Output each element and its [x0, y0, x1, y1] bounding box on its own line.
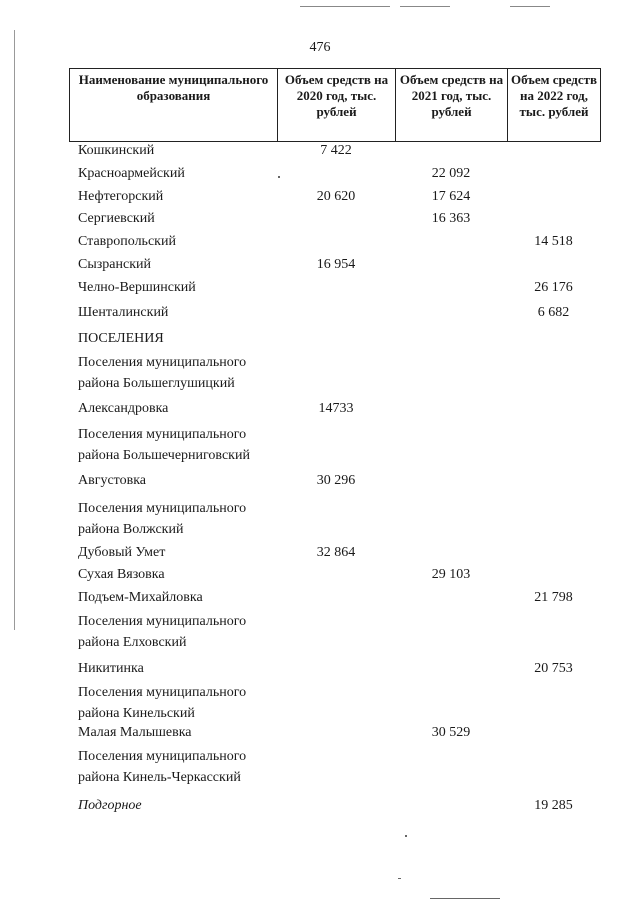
column-header-2021: Объем средств на 2021 год, тыс. рублей	[396, 69, 508, 142]
row-name: Малая Малышевка	[78, 725, 192, 740]
column-header-name: Наименование муниципального образования	[70, 69, 278, 142]
row-name: Никитинка	[78, 661, 144, 676]
value-2021: 30 529	[431, 725, 471, 740]
row-name: Поселения муниципального района Кинельский	[78, 685, 247, 721]
row-name: Нефтегорский	[78, 189, 164, 204]
row-name: Поселения муниципального района Волжский	[78, 501, 247, 537]
row-name: Шенталинский	[78, 305, 169, 320]
row-name: Поселения муниципального района Кинель-Черкасский	[78, 749, 247, 785]
value-2020: 14733	[318, 401, 354, 416]
value-2022: 19 285	[534, 798, 573, 813]
value-2022: 14 518	[534, 234, 573, 249]
value-2022: 21 798	[534, 590, 573, 605]
value-2020: 32 864	[316, 545, 356, 560]
row-name: Поселения муниципального района Елховский	[78, 614, 247, 650]
row-name: Сухая Вязовка	[78, 567, 165, 582]
row-name: Поселения муниципального района Большеглушицкий	[78, 355, 247, 391]
row-name: Сергиевский	[78, 211, 155, 226]
value-2021: 17 624	[431, 189, 471, 204]
row-name: Александровка	[78, 401, 169, 416]
row-name: Поселения муниципального района Большечерниговский	[78, 427, 250, 463]
value-2020: 7 422	[320, 143, 352, 158]
column-header-2022: Объем средств на 2022 год, тыс. рублей	[508, 69, 601, 142]
value-2022: 6 682	[537, 305, 570, 320]
row-name: Ставропольский	[78, 234, 176, 249]
value-2020: 30 296	[316, 473, 356, 488]
row-name: Кошкинский	[78, 143, 155, 158]
row-name: Красноармейский	[78, 166, 185, 181]
value-2021: 29 103	[431, 567, 471, 582]
row-name: Сызранский	[78, 257, 151, 272]
value-2020: 20 620	[316, 189, 356, 204]
column-header-2020: Объем средств на 2020 год, тыс. рублей	[278, 69, 396, 142]
row-name: Подъем-Михайловка	[78, 590, 203, 605]
value-2020: 16 954	[316, 257, 356, 272]
row-name: Августовка	[78, 473, 147, 488]
value-2021: 16 363	[431, 211, 471, 226]
page-number: 476	[309, 40, 331, 55]
row-name: Челно-Вершинский	[78, 280, 196, 295]
value-2021: 22 092	[431, 166, 471, 181]
value-2022: 20 753	[534, 661, 573, 676]
value-2022: 26 176	[534, 280, 573, 295]
row-name: Подгорное	[78, 798, 142, 813]
row-name: Дубовый Умет	[78, 545, 166, 560]
row-name: ПОСЕЛЕНИЯ	[78, 331, 164, 346]
